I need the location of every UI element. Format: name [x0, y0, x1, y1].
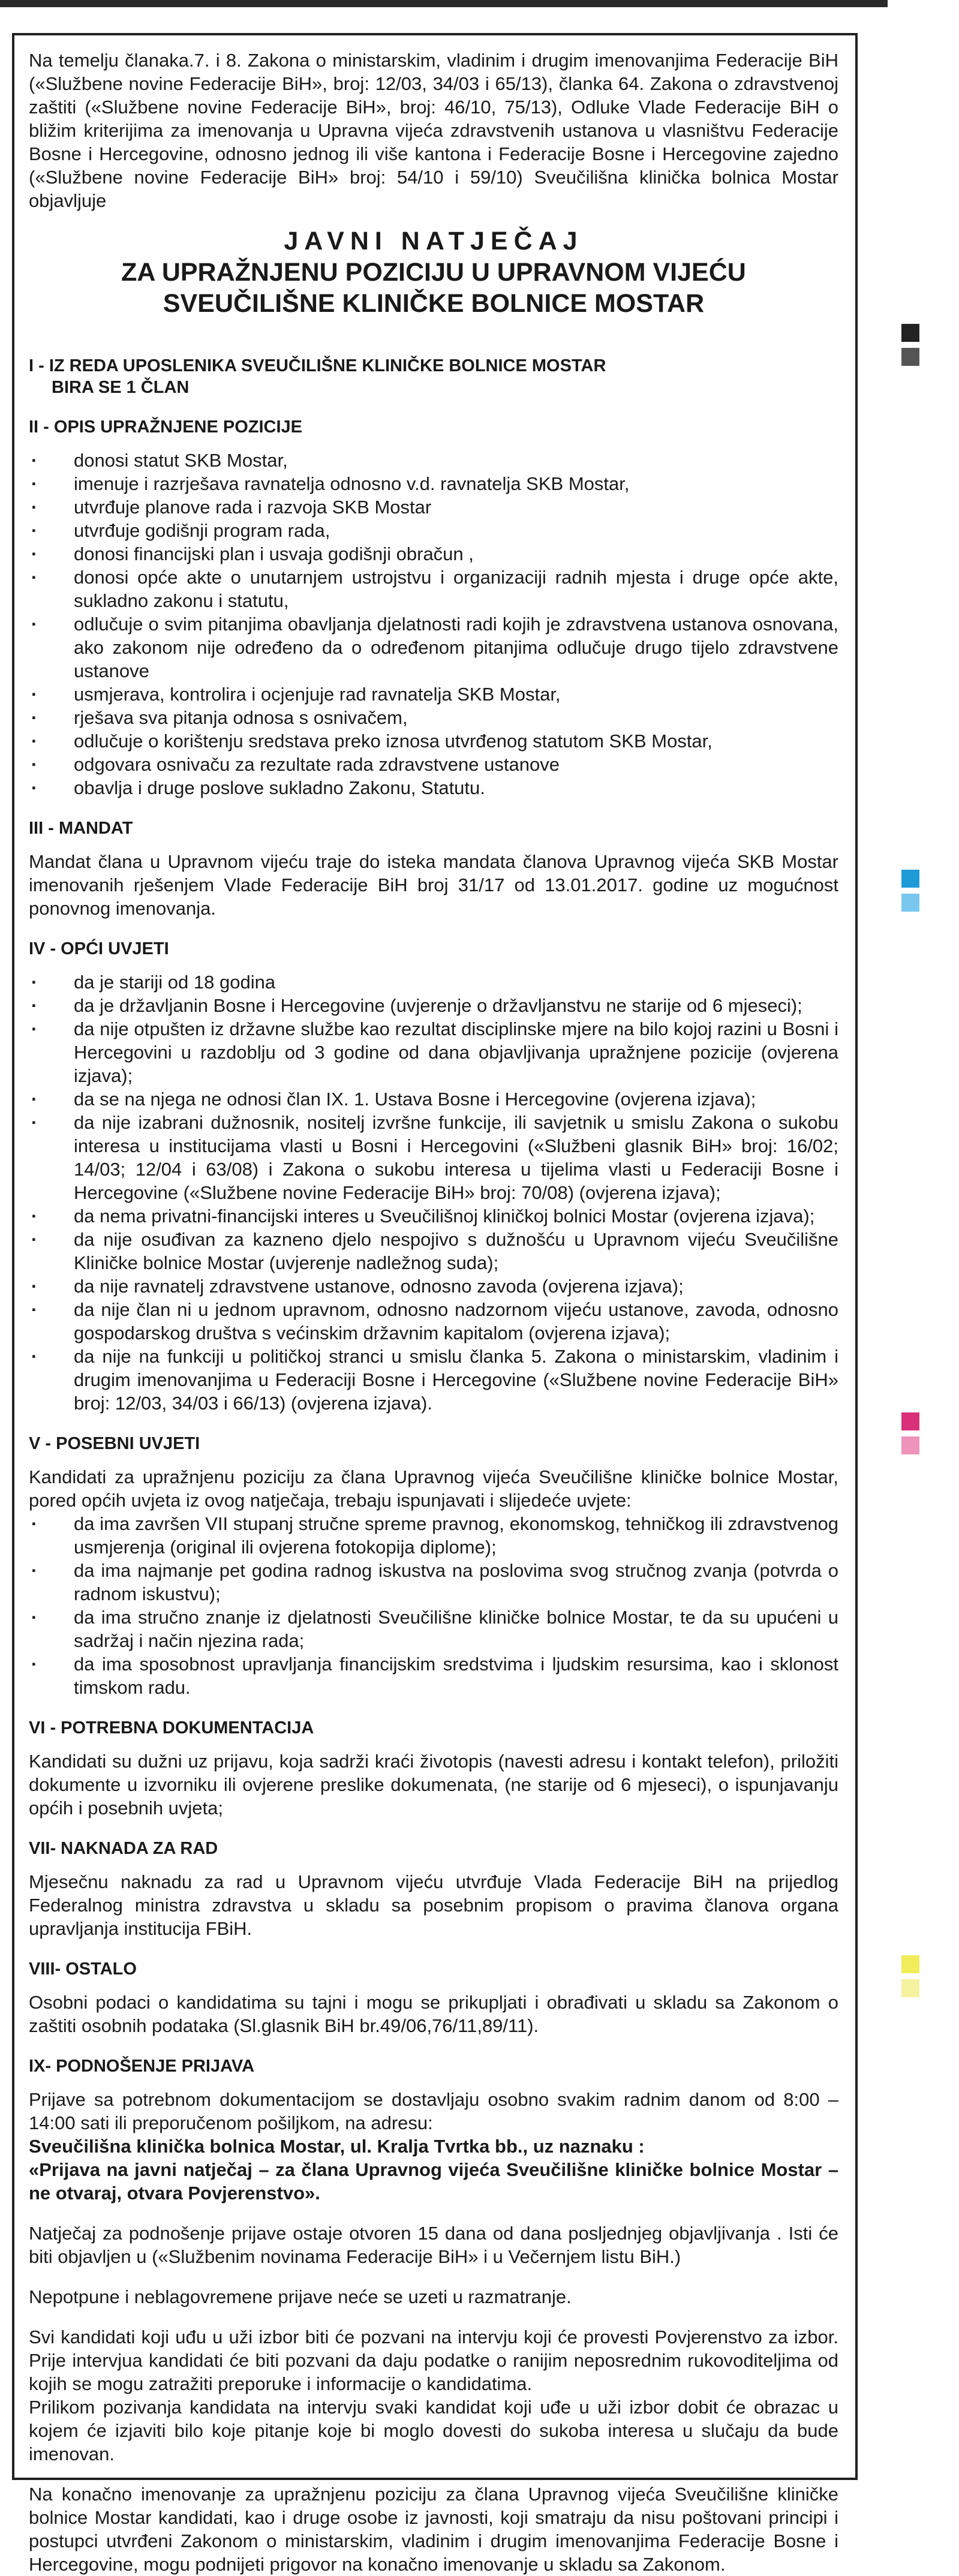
top-rule: [0, 0, 888, 7]
section-6-text: Kandidati su dužni uz prijavu, koja sadrži kraći životopis (navesti adresu i kontakt telefon), priložiti dokumente u izvorniku ili ovjerene preslike dokumenata, (ne starije od 6 mjeseci), o ispunjavanju općih i posebnih uvjeta;: [29, 1751, 838, 1818]
section-8-heading: VIII- OSTALO: [29, 1959, 137, 1979]
list-item: · da nije na funkciji u političkoj stranci u smislu članka 5. Zakona o ministarskim, vladinim i drugim imenovanjima u Federaciji Bosne i Hercegovine («Službene novine Federacije BiH» broj: 12/03, 34/03 i 66/13) (ovjerena izjava).: [29, 1345, 838, 1415]
section-2-heading: II - OPIS UPRAŽNJENE POZICIJE: [29, 417, 303, 437]
section-5-heading: V - POSEBNI UVJETI: [29, 1434, 200, 1453]
registration-marks-cyan: [901, 870, 919, 918]
list-item: · da nije ravnatelj zdravstvene ustanove, odnosno zavoda (ovjerena izjava);: [29, 1275, 838, 1298]
section-5-list: [29, 1512, 838, 1699]
list-item: · da ima najmanje pet godina radnog iskustva na poslovima svog stručnog zvanja (potvrda o radnom iskustvu);: [29, 1559, 838, 1606]
magenta-mark: [901, 1412, 919, 1430]
list-item: · usmjerava, kontrolira i ocjenjuje rad ravnatelja SKB Mostar,: [29, 683, 838, 706]
list-item: · imenuje i razrješava ravnatelja odnosno v.d. ravnatelja SKB Mostar,: [29, 472, 838, 495]
list-item: · da ima sposobnost upravljanja financijskim sredstvima i ljudskim resursima, kao i sklonost timskom radu.: [29, 1652, 838, 1699]
list-item: · donosi financijski plan i usvaja godišnji obračun ,: [29, 542, 838, 566]
submission-paragraph: Prijave sa potrebnom dokumentacijom se dostavljaju osobno svakim radnim danom od 8:00 – 14:00 sati ili preporučenom pošiljkom, na adresu:: [29, 2089, 838, 2133]
section-7-heading: VII- NAKNADA ZA RAD: [29, 1839, 218, 1858]
yellow-mark: [901, 1955, 919, 1973]
light-cyan-mark: [901, 894, 919, 912]
section-9-heading: IX- PODNOŠENJE PRIJAVA: [29, 2057, 255, 2076]
section-3-text: Mandat člana u Upravnom vijeću traje do isteka mandata članova Upravnog vijeća SKB Mostar imenovanih rješenjem Vlade Federacije BiH broj 31/17 od 13.01.2017. godine uz mogućnost ponovnog imenovanja.: [29, 851, 838, 919]
list-item: · da je stariji od 18 godina: [29, 970, 838, 994]
section-3-heading: III - MANDAT: [29, 819, 133, 838]
list-item: · donosi statut SKB Mostar,: [29, 449, 838, 472]
list-item: · da je državljanin Bosne i Hercegovine (uvjerenje o državljanstvu ne starije od 6 mjeseci);: [29, 994, 838, 1017]
section-6-heading: VI - POTREBNA DOKUMENTACIJA: [29, 1718, 314, 1738]
list-item: · da nije izabrani dužnosnik, nositelj izvršne funkcije, ili savjetnik u smislu Zakona o sukobu interesa u institucijama vlasti u Bosni i Hercegovini («Službeni glasnik BiH» broj: 16/02; 14/03; 12/04 i 63/08) i Zakona o sukobu interesa u tijelima vlasti u Federaciji Bosne i Hercegovine («Službene novine Federacije BiH» broj: 70/08) (ovjerena izjava);: [29, 1111, 838, 1204]
list-item: · utvrđuje planove rada i razvoja SKB Mostar: [29, 495, 838, 519]
black-mark: [901, 324, 919, 342]
list-item: · da nema privatni-financijski interes u Sveučilišnoj kliničkoj bolnici Mostar (ovjerena izjava);: [29, 1204, 838, 1228]
cyan-mark: [901, 870, 919, 888]
list-item: · da ima završen VII stupanj stručne spreme pravnog, ekonomskog, tehničkog ili zdravstvenog usmjerenja (original ili ovjerena fotokopija diplome);: [29, 1512, 838, 1559]
conflict-paragraph: Prilikom pozivanja kandidata na intervju svaki kandidat koji uđe u uži izbor dobit će obrazac u kojem će izjaviti bilo koje pitanje koje bi moglo dovesti do sukoba interesa u slučaju da bude imenovan.: [29, 2397, 838, 2464]
gray-mark: [901, 348, 919, 366]
list-item: · da nije član ni u jednom upravnom, odnosno nadzornom vijeću ustanove, zavoda, odnosno gospodarskog društva s većinskim državnim kapitalom (ovjerena izjava);: [29, 1298, 838, 1345]
complaint-paragraph: Na konačno imenovanje za upražnjenu poziciju za člana Upravnog vijeća Sveučilišne kliničke bolnice Mostar kandidati, kao i druge osobe iz javnosti, koji smatraju da nisu poštovani principi i postupci utvrđeni Zakonom o ministarskim, vladinim i drugim imenovanjima Federacije Bosne i Hercegovine, mogu podnijeti prigovor na konačno imenovanje u skladu sa Zakonom.: [29, 2484, 838, 2575]
list-item: · odlučuje o svim pitanjima obavljanja djelatnosti radi kojih je zdravstvena ustanova osnovana, ako zakonom nije određeno da o određenom pitanjima odlučuje drugo tijelo zdravstvene ustanove: [29, 612, 838, 683]
envelope-label: «Prijava na javni natječaj – za člana Upravnog vijeća Sveučilišne kliničke bolnice Mostar – ne otvaraj, otvara Povjerenstvo».: [29, 2159, 838, 2204]
title-line-1: JAVNI NATJEČAJ: [284, 227, 584, 256]
submission-address: Sveučilišna klinička bolnica Mostar, ul. Kralja Tvrtka bb., uz naznaku :: [29, 2136, 645, 2157]
list-item: · obavlja i druge poslove sukladno Zakonu, Statutu.: [29, 776, 838, 799]
section-2-list: [29, 449, 838, 799]
registration-marks-magenta: [901, 1412, 919, 1460]
section-8-text: Osobni podaci o kandidatima su tajni i mogu se prikupljati i obrađivati u skladu sa Zakonom o zaštiti osobnih podataka (Sl.glasnik BiH br.49/06,76/11,89/11).: [29, 1992, 838, 2036]
section-1-subtitle: BIRA SE 1 ČLAN: [52, 378, 190, 397]
list-item: · rješava sva pitanja odnosa s osnivačem,: [29, 706, 838, 729]
light-yellow-mark: [901, 1979, 919, 1997]
notice-title: [29, 226, 838, 319]
section-1-title: I - IZ REDA UPOSLENIKA SVEUČILIŠNE KLINIČKE BOLNICE MOSTAR: [29, 356, 606, 375]
registration-marks-black: [901, 324, 919, 372]
list-item: · da ima stručno znanje iz djelatnosti Sveučilišne kliničke bolnice Mostar, te da su upućeni u sadržaj i način njezina rada;: [29, 1606, 838, 1652]
light-magenta-mark: [901, 1436, 919, 1454]
section-4-list: [29, 970, 838, 1415]
list-item: · da nije osuđivan za kazneno djelo nespojivo s dužnošću u Upravnom vijeću Sveučilišne Kliničke bolnice Mostar (uvjerenje nadležnog suda);: [29, 1228, 838, 1275]
title-line-2: ZA UPRAŽNJENU POZICIJU U UPRAVNOM VIJEĆU: [121, 258, 746, 287]
list-item: · odgovara osnivaču za rezultate rada zdravstvene ustanove: [29, 753, 838, 776]
title-line-3: SVEUČILIŠNE KLINIČKE BOLNICE MOSTAR: [163, 289, 705, 318]
incomplete-paragraph: Nepotpune i neblagovremene prijave neće se uzeti u razmatranje.: [29, 2286, 572, 2307]
list-item: · utvrđuje godišnji program rada,: [29, 519, 838, 542]
registration-marks-yellow: [901, 1955, 919, 2003]
section-5-text: Kandidati za upražnjenu poziciju za člana Upravnog vijeća Sveučilišne kliničke bolnice Mostar, pored općih uvjeta iz ovog natječaja, trebaju ispunjavati i slijedeće uvjete:: [29, 1466, 838, 1511]
list-item: · da nije otpušten iz državne službe kao rezultat disciplinske mjere na bilo kojoj razini u Bosni i Hercegovini u razdoblju od 3 godine od dana objavljivanja upražnjene pozicije (ovjerena izjava);: [29, 1017, 838, 1087]
deadline-paragraph: Natječaj za podnošenje prijave ostaje otvoren 15 dana od dana posljednjeg objavljivanja . Isti će biti objavljen u («Službenim novinama Federacije BiH» i u Večernjem listu BiH.): [29, 2223, 838, 2267]
interview-paragraph: Svi kandidati koji uđu u uži izbor biti će pozvani na intervju koji će provesti Povjerenstvo za izbor. Prije intervjua kandidati će biti pozvani da daju podatke o ranijim neposrednim rukovoditeljima od kojih se mogu zatražiti preporuke i informacije o kandidatima.: [29, 2326, 838, 2394]
intro-paragraph: Na temelju članaka.7. i 8. Zakona o ministarskim, vladinim i drugim imenovanjima Federacije BiH («Službene novine Federacije BiH», broj: 12/03, 34/03 i 65/13), članka 64. Zakona o zdravstvenoj zaštiti («Službene novine Federacije BiH», broj: 46/10, 75/13), Odluke Vlade Federacije BiH o bližim kriterijima za imenovanja u Upravna vijeća zdravstvenih ustanova u vlasništvu Federacije Bosne i Hercegovine, odnosno jednog ili više kantona i Federacije Bosne i Hercegovine zajedno («Službene novine Federacije BiH» broj: 54/10 i 59/10) Sveučilišna klinička bolnica Mostar objavljuje: [29, 50, 838, 211]
section-7-text: Mjesečnu naknadu za rad u Upravnom vijeću utvrđuje Vlada Federacije BiH na prijedlog Federalnog ministra zdravstva u skladu sa posebnim propisom o pravima članova organa upravljanja institucija FBiH.: [29, 1871, 838, 1939]
section-1-heading: [29, 355, 838, 398]
list-item: · da se na njega ne odnosi član IX. 1. Ustava Bosne i Hercegovine (ovjerena izjava);: [29, 1087, 838, 1111]
list-item: · donosi opće akte o unutarnjem ustrojstvu i organizaciji radnih mjesta i druge opće akte, sukladno zakonu i statutu,: [29, 566, 838, 612]
section-4-heading: IV - OPĆI UVJETI: [29, 939, 169, 958]
notice-box: [12, 33, 858, 2575]
list-item: · odlučuje o korištenju sredstava preko iznosa utvrđenog statutom SKB Mostar,: [29, 729, 838, 753]
